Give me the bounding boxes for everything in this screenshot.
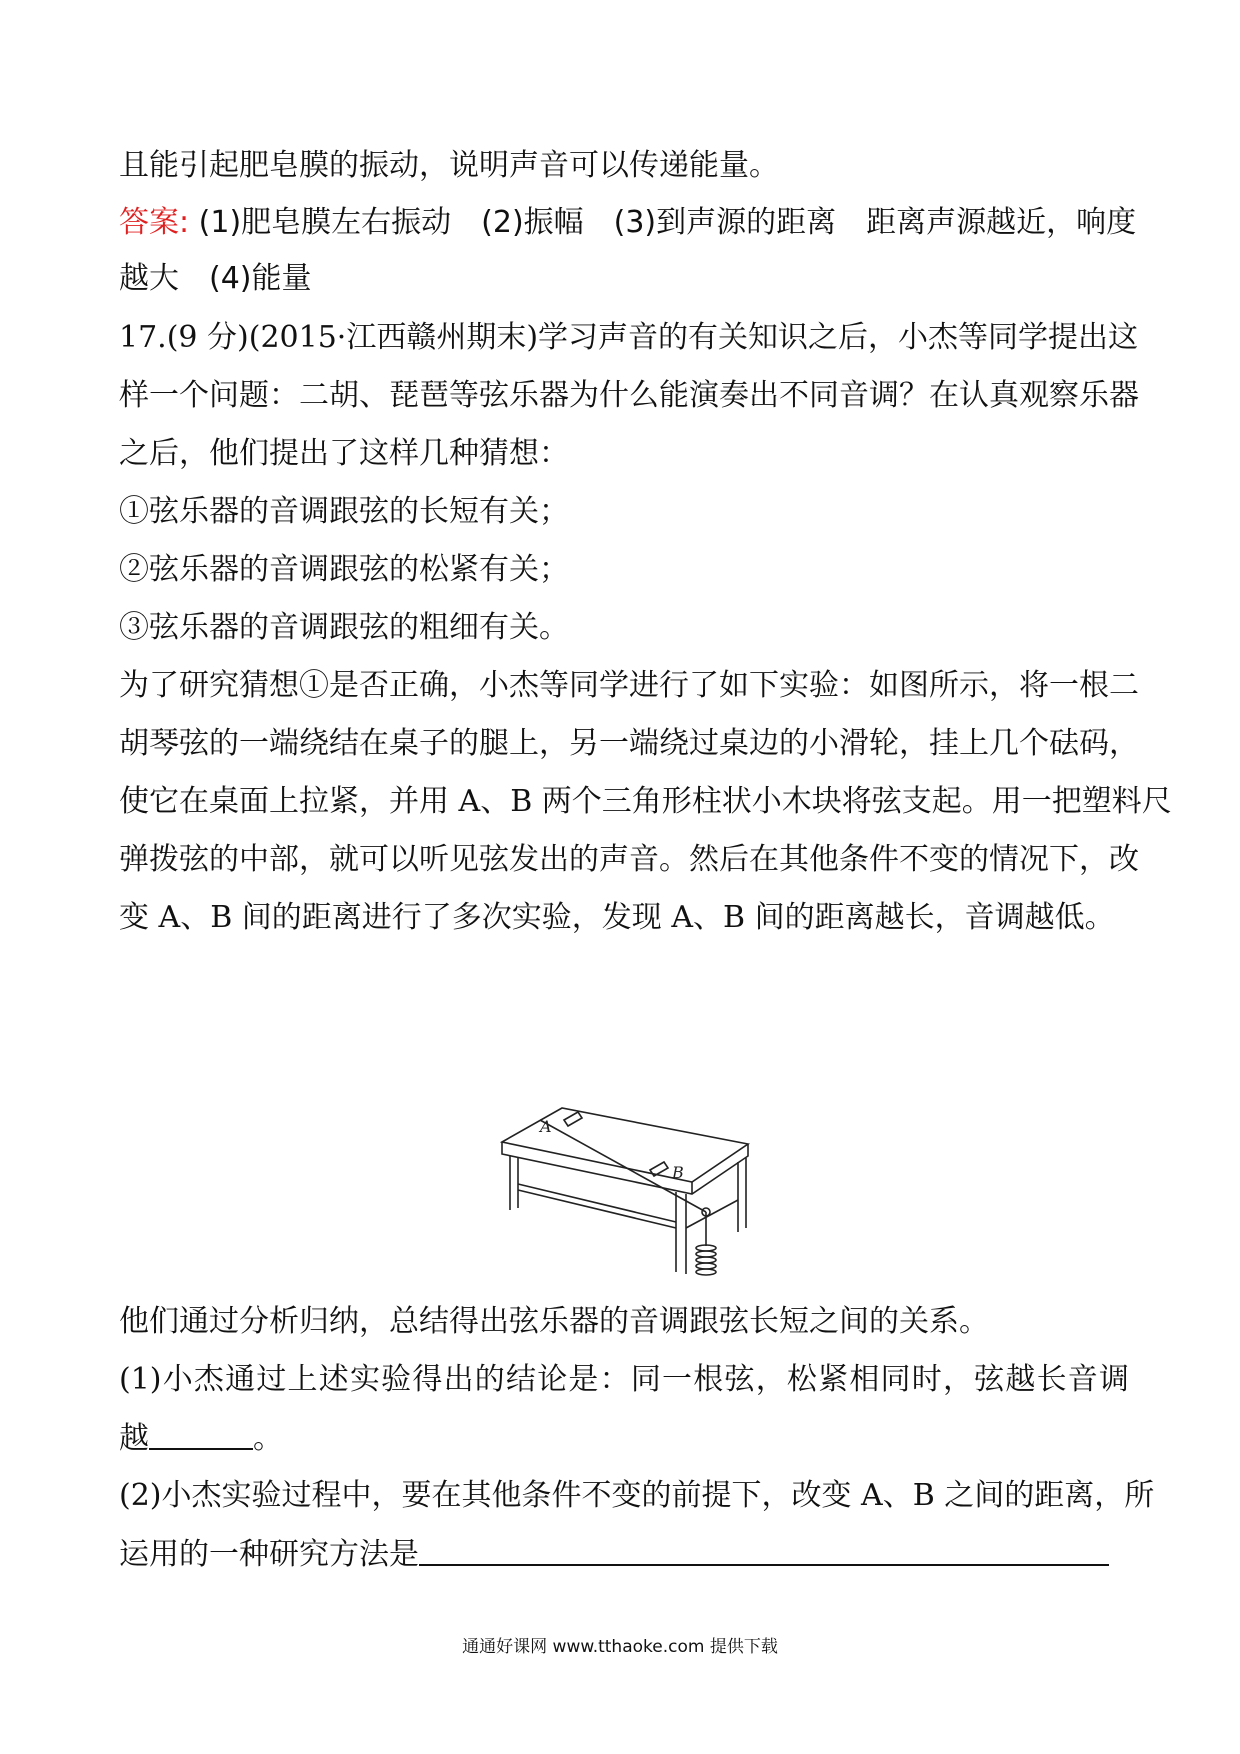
experiment-line-3: 使它在桌面上拉紧，并用 A、B 两个三角形柱状小木块将弦支起。用一把塑料尺 xyxy=(119,784,1172,819)
answer-blank-2[interactable] xyxy=(419,1534,1109,1566)
answer-text: (1)肥皂膜左右振动 (2)振幅 (3)到声源的距离 距离声源越近，响度 xyxy=(198,205,1137,240)
summary-line: 他们通过分析归纳，总结得出弦乐器的音调跟弦长短之间的关系。 xyxy=(119,1304,989,1339)
block-a xyxy=(564,1112,582,1126)
label-b: B xyxy=(672,1163,684,1182)
sub-question-1-end: 。 xyxy=(253,1421,283,1456)
sub-question-2-text: 运用的一种研究方法是 xyxy=(119,1537,419,1572)
answer-continuation: 越大 (4)能量 xyxy=(119,261,312,296)
experiment-line-2: 胡琴弦的一端绕结在桌子的腿上，另一端绕过桌边的小滑轮，挂上几个砝码， xyxy=(119,726,1139,761)
sub-question-1-line-2 xyxy=(119,1418,1129,1459)
question-17-line-1: 17.(9 分)(2015·江西赣州期末)学习声音的有关知识之后，小杰等同学提出这 xyxy=(119,320,1139,355)
text-line: 且能引起肥皂膜的振动，说明声音可以传递能量。 xyxy=(119,148,779,183)
guess-3: ③弦乐器的音调跟弦的粗细有关。 xyxy=(119,610,569,645)
weights xyxy=(696,1245,716,1275)
label-a: A xyxy=(540,1117,552,1136)
answer-blank-1[interactable] xyxy=(149,1418,253,1450)
answer-line xyxy=(119,203,1137,243)
answer-label: 答案: xyxy=(119,205,190,240)
sub-question-1-text: 越 xyxy=(119,1421,149,1456)
block-b xyxy=(650,1162,668,1176)
experiment-line-1: 为了研究猜想①是否正确，小杰等同学进行了如下实验：如图所示，将一根二 xyxy=(119,668,1139,703)
guess-2: ②弦乐器的音调跟弦的松紧有关； xyxy=(119,552,569,587)
sub-question-2-line-1: (2)小杰实验过程中，要在其他条件不变的前提下，改变 A、B 之间的距离，所 xyxy=(119,1478,1155,1513)
sub-question-2-line-2 xyxy=(119,1534,1129,1575)
sub-question-1-line-1: (1)小杰通过上述实验得出的结论是：同一根弦，松紧相同时，弦越长音调 xyxy=(119,1362,1129,1397)
table-top xyxy=(502,1108,748,1182)
page-footer: 通通好课网 www.tthaoke.com 提供下载 xyxy=(462,1637,778,1657)
table-crossbar xyxy=(518,1184,676,1222)
guess-1: ①弦乐器的音调跟弦的长短有关； xyxy=(119,494,569,529)
experiment-line-5: 变 A、B 间的距离进行了多次实验，发现 A、B 间的距离越长，音调越低。 xyxy=(119,900,1115,935)
question-17-line-3: 之后，他们提出了这样几种猜想： xyxy=(119,436,569,471)
question-17-line-2: 样一个问题：二胡、琵琶等弦乐器为什么能演奏出不同音调？在认真观察乐器 xyxy=(119,378,1139,413)
experiment-line-4: 弹拨弦的中部，就可以听见弦发出的声音。然后在其他条件不变的情况下，改 xyxy=(119,842,1139,877)
table-string-figure xyxy=(500,1082,760,1282)
